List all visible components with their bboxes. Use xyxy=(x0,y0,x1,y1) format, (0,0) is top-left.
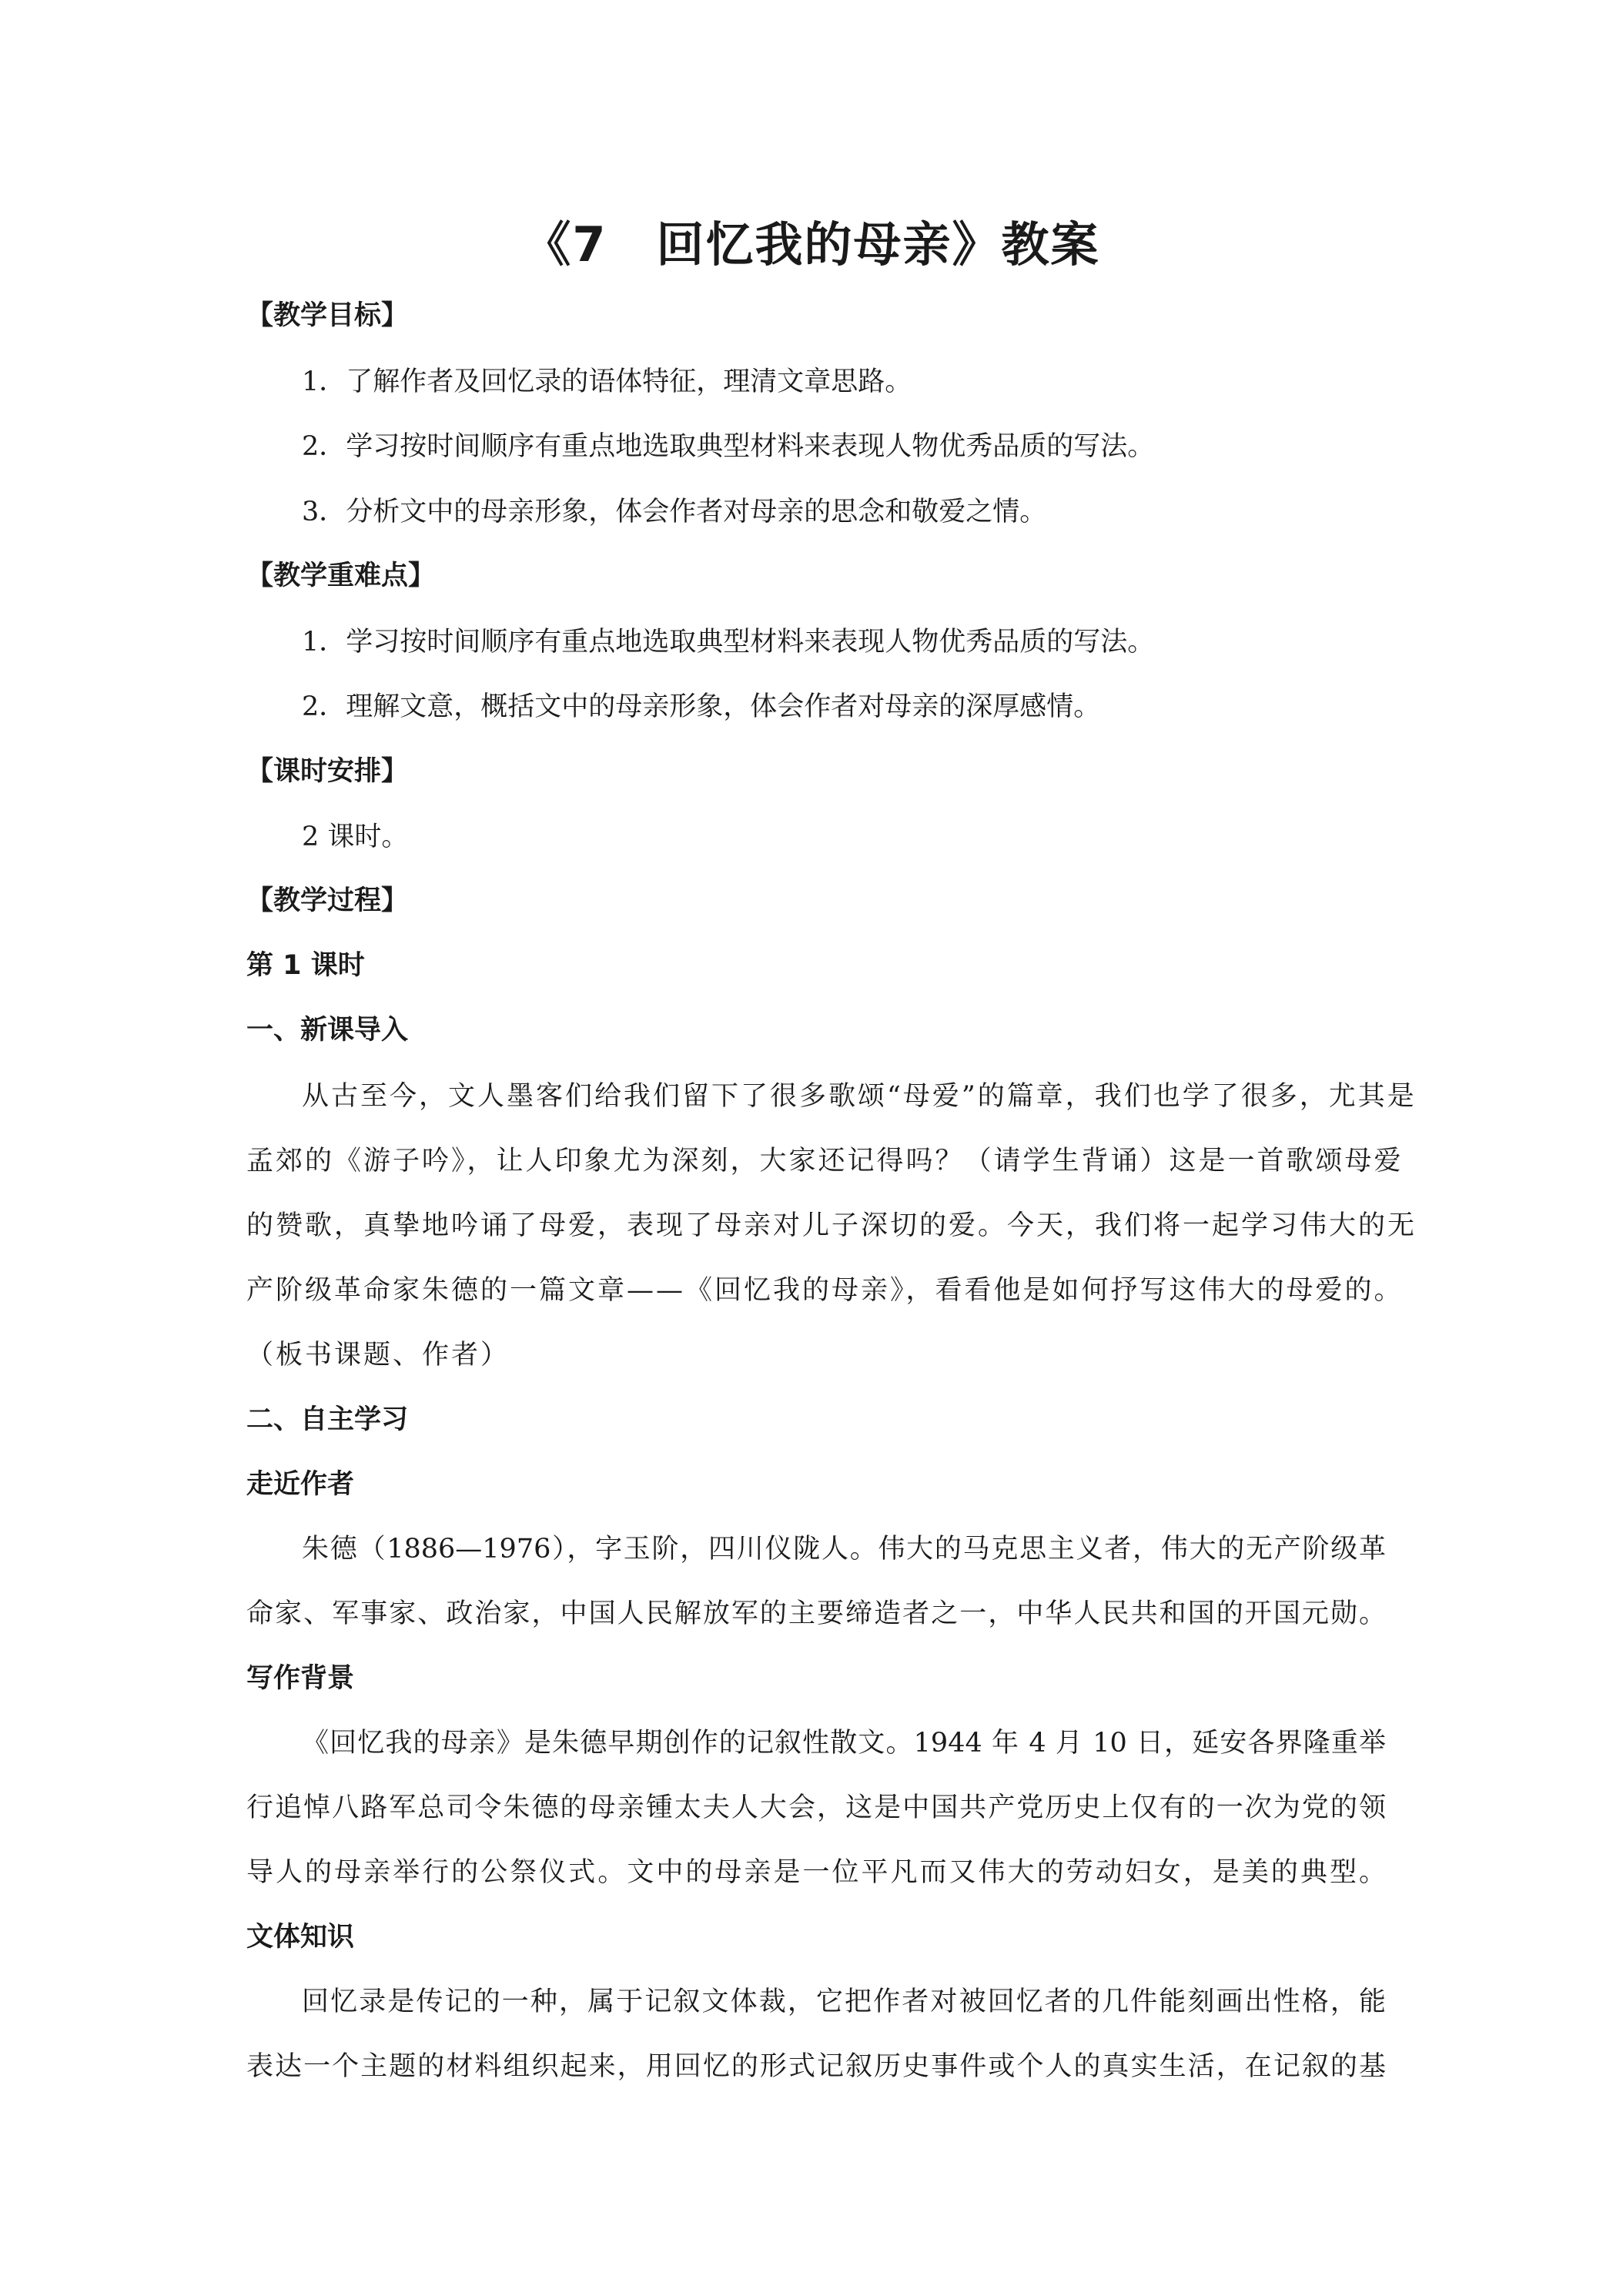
intro-line-1: 从古至今，文人墨客们给我们留下了很多歌颂“母爱”的篇章，我们也学了很多，尤其是 xyxy=(302,1081,1417,1112)
section-heading-process: 【教学过程】 xyxy=(246,885,409,916)
part2-heading: 二、自主学习 xyxy=(246,1404,409,1435)
section-heading-key-points: 【教学重难点】 xyxy=(246,561,436,591)
genre-heading: 文体知识 xyxy=(246,1922,355,1953)
background-line-3: 导人的母亲举行的公祭仪式。文中的母亲是一位平凡而又伟大的劳动妇女，是美的典型。 xyxy=(246,1857,1386,1888)
section-heading-goals: 【教学目标】 xyxy=(246,300,409,331)
intro-line-5: （板书课题、作者） xyxy=(246,1340,510,1371)
part1-heading: 一、新课导入 xyxy=(246,1015,409,1046)
goal-item-3: 3．分析文中的母亲形象，体会作者对母亲的思念和敬爱之情。 xyxy=(302,497,1047,527)
author-line-1: 朱德（1886—1976），字玉阶，四川仪陇人。伟大的马克思主义者，伟大的无产阶级革 xyxy=(302,1534,1386,1565)
author-heading: 走近作者 xyxy=(246,1469,355,1500)
genre-line-2: 表达一个主题的材料组织起来，用回忆的形式记叙历史事件或个人的真实生活，在记叙的基 xyxy=(246,2051,1386,2082)
schedule-text: 2 课时。 xyxy=(302,822,409,852)
key-point-item-2: 2．理解文意，概括文中的母亲形象，体会作者对母亲的深厚感情。 xyxy=(302,691,1101,722)
intro-line-3: 的赞歌，真挚地吟诵了母爱，表现了母亲对儿子深切的爱。今天，我们将一起学习伟大的无 xyxy=(246,1210,1417,1241)
intro-line-2: 孟郊的《游子吟》，让人印象尤为深刻，大家还记得吗？（请学生背诵）这是一首歌颂母爱 xyxy=(246,1146,1404,1176)
section-heading-schedule: 【课时安排】 xyxy=(246,756,409,787)
lesson-label: 第 1 课时 xyxy=(246,950,365,981)
background-heading: 写作背景 xyxy=(246,1663,355,1694)
genre-line-1: 回忆录是传记的一种，属于记叙文体裁，它把作者对被回忆者的几件能刻画出性格，能 xyxy=(302,1986,1386,2017)
background-line-2: 行追悼八路军总司令朱德的母亲锺太夫人大会，这是中国共产党历史上仅有的一次为党的领 xyxy=(246,1792,1386,1823)
background-line-1: 《回忆我的母亲》是朱德早期创作的记叙性散文。1944 年 4 月 10 日，延安各界隆重举 xyxy=(302,1728,1386,1759)
intro-line-4: 产阶级革命家朱德的一篇文章——《回忆我的母亲》，看看他是如何抒写这伟大的母爱的。 xyxy=(246,1275,1404,1306)
key-point-item-1: 1．学习按时间顺序有重点地选取典型材料来表现人物优秀品质的写法。 xyxy=(302,627,1155,658)
author-line-2: 命家、军事家、政治家，中国人民解放军的主要缔造者之一，中华人民共和国的开国元勋。 xyxy=(246,1598,1386,1629)
goal-item-2: 2．学习按时间顺序有重点地选取典型材料来表现人物优秀品质的写法。 xyxy=(302,431,1155,462)
page-title: 《7 回忆我的母亲》教案 xyxy=(523,216,1100,273)
goal-item-1: 1．了解作者及回忆录的语体特征，理清文章思路。 xyxy=(302,366,912,397)
